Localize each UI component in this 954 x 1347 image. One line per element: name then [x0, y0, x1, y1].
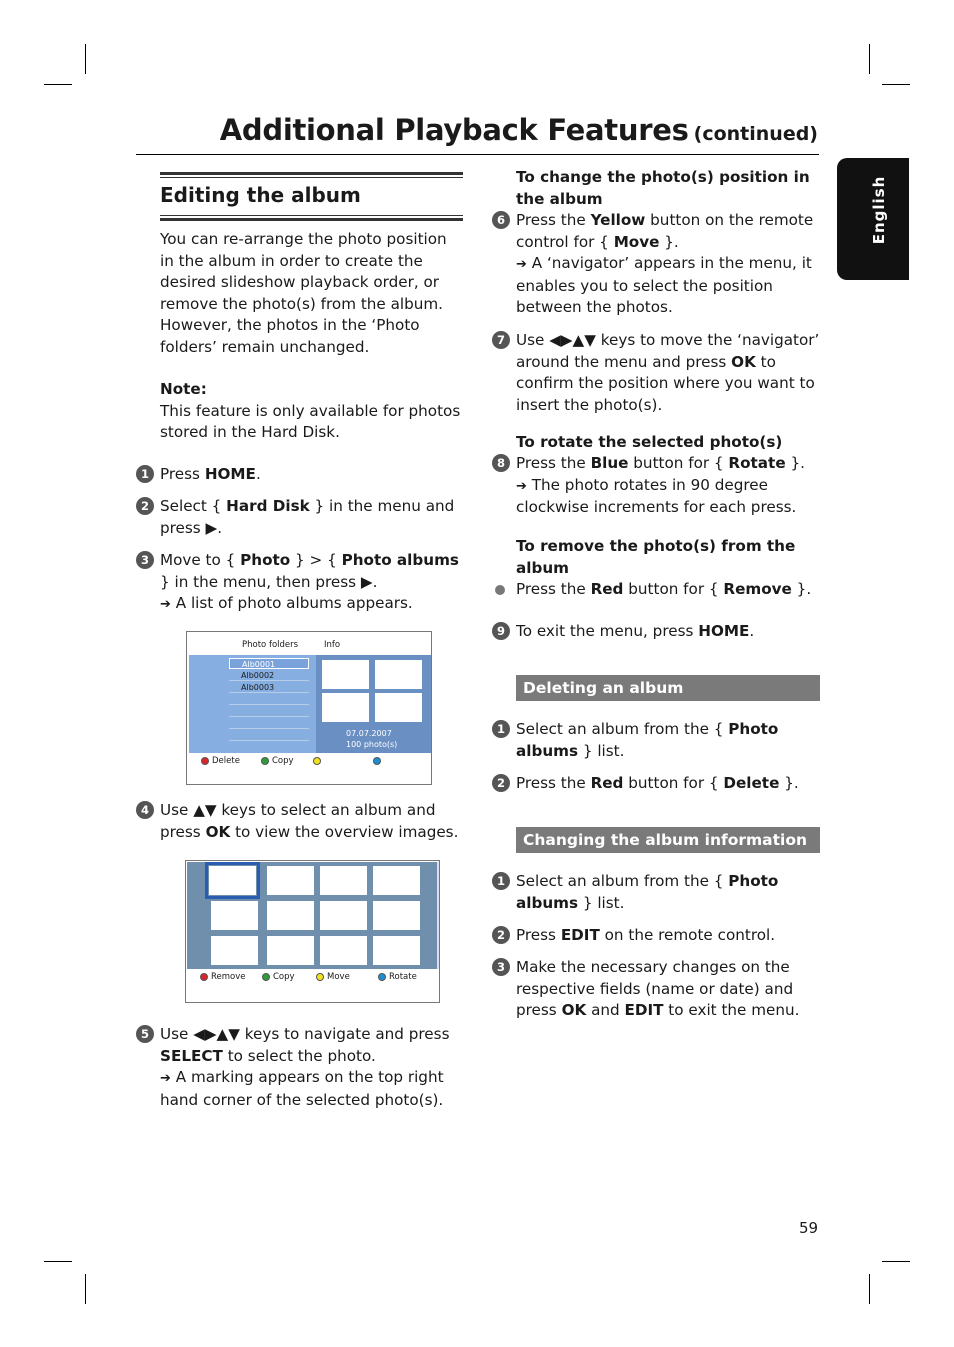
intro-paragraph: You can re-arrange the photo position in the album in order to create the desired slideshow playback order, or remove the photo(s) from the album. However, the photos in the ‘Photo folders’ remain unchanged. [160, 230, 447, 356]
header-divider [136, 154, 819, 155]
thumbnail [267, 866, 314, 895]
step-keyword: Remove [723, 580, 792, 598]
step-text: to confirm the position where you want to insert the photo(s). [516, 352, 815, 414]
arrow-icon: ➔ [160, 597, 171, 612]
legend-item [200, 972, 246, 982]
page-title [220, 113, 818, 147]
blue-button-icon [373, 757, 381, 765]
step-number: 3 [136, 551, 154, 569]
arrow-icon: ➔ [516, 257, 527, 272]
subheading-remove: To remove the photo(s) from the album [516, 537, 796, 577]
legend-label: Remove [211, 972, 246, 982]
album-row: Alb0002 [229, 670, 309, 681]
step-text: Use ◀▶▲▼ keys to navigate and press [160, 1025, 450, 1043]
remove-bullet [492, 579, 820, 601]
step-number: 2 [136, 497, 154, 515]
bullet-icon [495, 585, 505, 595]
album-row [229, 694, 309, 705]
step-text: Press [516, 926, 561, 944]
step-result: The photo rotates in 90 degree clockwise increments for each press. [516, 475, 797, 516]
album-row: Alb0003 [229, 682, 309, 693]
step-number: 6 [492, 211, 510, 229]
step-number: 1 [492, 872, 510, 890]
step-text: } list. [578, 893, 625, 912]
crop-mark [869, 1274, 870, 1304]
step-keyword: Rotate [728, 454, 786, 472]
step-text: Press the [516, 774, 591, 792]
step-keyword: Photo albums [516, 872, 779, 912]
step-keyword: Photo albums [341, 551, 459, 569]
step-keyword: Yellow [590, 211, 646, 229]
step-keyword: Photo [240, 551, 291, 569]
step-text: }. [785, 454, 805, 472]
step-2 [136, 496, 463, 539]
blue-button-icon [378, 973, 386, 981]
page-number: 59 [799, 1219, 819, 1237]
step-text: Press [160, 465, 205, 483]
scrollbar [437, 862, 439, 969]
step-keyword: EDIT [624, 1001, 664, 1019]
legend-label: Rotate [389, 972, 417, 982]
yellow-button-icon [313, 757, 321, 765]
step-keyword: SELECT [160, 1046, 223, 1065]
language-tab [837, 158, 909, 280]
step-text: } > { [290, 551, 342, 569]
delete-step-1 [492, 719, 820, 762]
step-text: Make the necessary changes on the respective fields (name or date) and press [516, 958, 794, 1019]
arrow-icon: ➔ [516, 478, 527, 494]
step-text: button for { [623, 774, 724, 792]
note-label: Note: [160, 380, 207, 398]
step-text: } in the menu and press ▶. [160, 497, 455, 537]
step-4 [136, 800, 463, 843]
green-button-icon [261, 757, 269, 765]
delete-step-2 [492, 773, 820, 795]
step-number: 3 [492, 958, 510, 976]
photo-albums-screenshot [186, 631, 432, 785]
step-number: 4 [136, 801, 154, 819]
step-5 [136, 1024, 463, 1111]
step-text: Use ▲▼ keys to select an album and press [160, 801, 436, 841]
legend-item [262, 972, 295, 982]
step-text: to view the overview images. [230, 822, 459, 841]
album-row [229, 730, 309, 741]
step-keyword: HOME [698, 622, 750, 640]
thumbnail [373, 936, 420, 965]
legend-item [261, 756, 294, 766]
subheading-change-position: To change the photo(s) position in the album [516, 168, 810, 208]
step-keyword: OK [205, 822, 231, 841]
step-8 [492, 453, 820, 519]
step-6 [492, 210, 820, 319]
step-text: and [586, 1001, 625, 1019]
step-text: Press the [516, 211, 591, 229]
step-text: } in the menu, then press ▶. [160, 572, 378, 591]
album-row: Alb0001 [229, 658, 309, 669]
step-keyword: Delete [723, 774, 780, 792]
legend-item [378, 972, 417, 982]
language-tab-label: English [870, 175, 888, 245]
red-button-icon [200, 973, 208, 981]
thumbnail [267, 936, 314, 965]
green-button-icon [262, 973, 270, 981]
step-keyword: Move [613, 232, 660, 251]
thumbnail [320, 936, 367, 965]
step-text: to exit the menu. [663, 1001, 800, 1019]
step-keyword: Red [590, 580, 624, 598]
step-1 [136, 464, 463, 486]
change-step-3 [492, 957, 820, 1022]
step-text: to select the photo. [222, 1046, 376, 1065]
step-text: }. [659, 232, 679, 251]
step-text: Select an album from the { [516, 720, 729, 738]
step-keyword: OK [731, 352, 756, 371]
legend-item [373, 756, 384, 766]
page-title-suffix: (continued) [693, 123, 818, 145]
step-number: 1 [136, 465, 154, 483]
step-keyword: Photo albums [516, 720, 779, 760]
step-text: button on the remote control for { [516, 211, 814, 251]
step-result: A ‘navigator’ appears in the menu, it enables you to select the position between the photos. [516, 254, 812, 316]
step-result: A marking appears on the top right hand corner of the selected photo(s). [160, 1068, 444, 1109]
step-number: 2 [492, 926, 510, 944]
step-text: Move to { [160, 551, 241, 569]
thumbnail [320, 901, 367, 930]
step-text: Use ◀▶▲▼ keys to move the ‘navigator’ around the menu and press [516, 331, 820, 371]
album-list [229, 658, 311, 750]
album-row [229, 706, 309, 717]
step-keyword: OK [561, 1001, 587, 1019]
change-step-2 [492, 925, 820, 947]
step-text: button for { [623, 580, 724, 598]
thumbnail [211, 901, 258, 930]
step-number: 5 [136, 1025, 154, 1043]
step-text: Press the [516, 580, 591, 598]
legend-label: Move [327, 972, 350, 982]
tab-photo-folders: Photo folders [242, 640, 299, 650]
step-keyword: Red [590, 774, 624, 792]
crop-mark [85, 44, 86, 74]
step-text: on the remote control. [599, 926, 776, 944]
thumbnail-grid [187, 862, 439, 969]
step-number: 8 [492, 454, 510, 472]
legend-label: Copy [273, 972, 295, 982]
tab-info: Info [324, 640, 341, 650]
step-text: }. [779, 774, 799, 792]
red-button-icon [201, 757, 209, 765]
arrow-icon: ➔ [160, 1071, 171, 1086]
step-9 [492, 621, 820, 643]
crop-mark [44, 84, 72, 85]
subheading-rotate: To rotate the selected photo(s) [516, 433, 783, 451]
thumbnail [322, 660, 369, 689]
crop-mark [882, 84, 910, 85]
step-number: 7 [492, 331, 510, 349]
step-text: Select { [160, 497, 227, 515]
yellow-button-icon [316, 973, 324, 981]
thumbnail [211, 936, 258, 965]
thumbnail [320, 866, 367, 895]
step-text: }. [791, 580, 812, 598]
thumbnail [373, 901, 420, 930]
legend-label: Delete [212, 756, 240, 766]
step-number: 1 [492, 720, 510, 738]
thumbnail [375, 660, 422, 689]
step-text: Select an album from the { [516, 872, 729, 890]
crop-mark [44, 1261, 72, 1262]
note-text: This feature is only available for photos stored in the Hard Disk. [160, 401, 461, 441]
album-row [229, 718, 309, 729]
step-keyword: HOME [204, 465, 256, 483]
step-number: 9 [492, 622, 510, 640]
album-date: 07.07.2007 [346, 729, 392, 738]
section-title: Editing the album [160, 183, 361, 207]
album-photo-count: 100 photo(s) [346, 740, 398, 749]
step-text: Press the [516, 454, 591, 472]
legend-item [313, 756, 324, 766]
thumbnail-selected [209, 866, 256, 895]
step-keyword: EDIT [560, 926, 600, 944]
step-text: . [255, 465, 261, 483]
crop-mark [882, 1261, 910, 1262]
section-heading-editing-album [160, 172, 463, 222]
crop-mark [869, 44, 870, 74]
page-title-main: Additional Playback Features [219, 113, 689, 147]
step-text: button for { [628, 454, 729, 472]
step-7 [492, 330, 820, 416]
section-bar-deleting-album: Deleting an album [516, 675, 820, 701]
step-text: } list. [578, 741, 625, 760]
step-number: 2 [492, 774, 510, 792]
section-bar-changing-album-info: Changing the album information [516, 827, 820, 853]
legend-item [201, 756, 240, 766]
thumbnail [322, 693, 369, 722]
step-3 [136, 550, 463, 616]
step-keyword: Blue [590, 454, 629, 472]
step-keyword: Hard Disk [226, 497, 310, 515]
overview-images-screenshot [185, 860, 440, 1003]
thumbnail [373, 866, 420, 895]
legend-item [316, 972, 350, 982]
info-panel [316, 655, 431, 753]
thumbnail [267, 901, 314, 930]
step-text: To exit the menu, press [516, 622, 699, 640]
change-step-1 [492, 871, 820, 914]
step-result: A list of photo albums appears. [175, 594, 413, 612]
thumbnail [375, 693, 422, 722]
crop-mark [85, 1274, 86, 1304]
legend-label: Copy [272, 756, 294, 766]
step-text: . [749, 622, 755, 640]
